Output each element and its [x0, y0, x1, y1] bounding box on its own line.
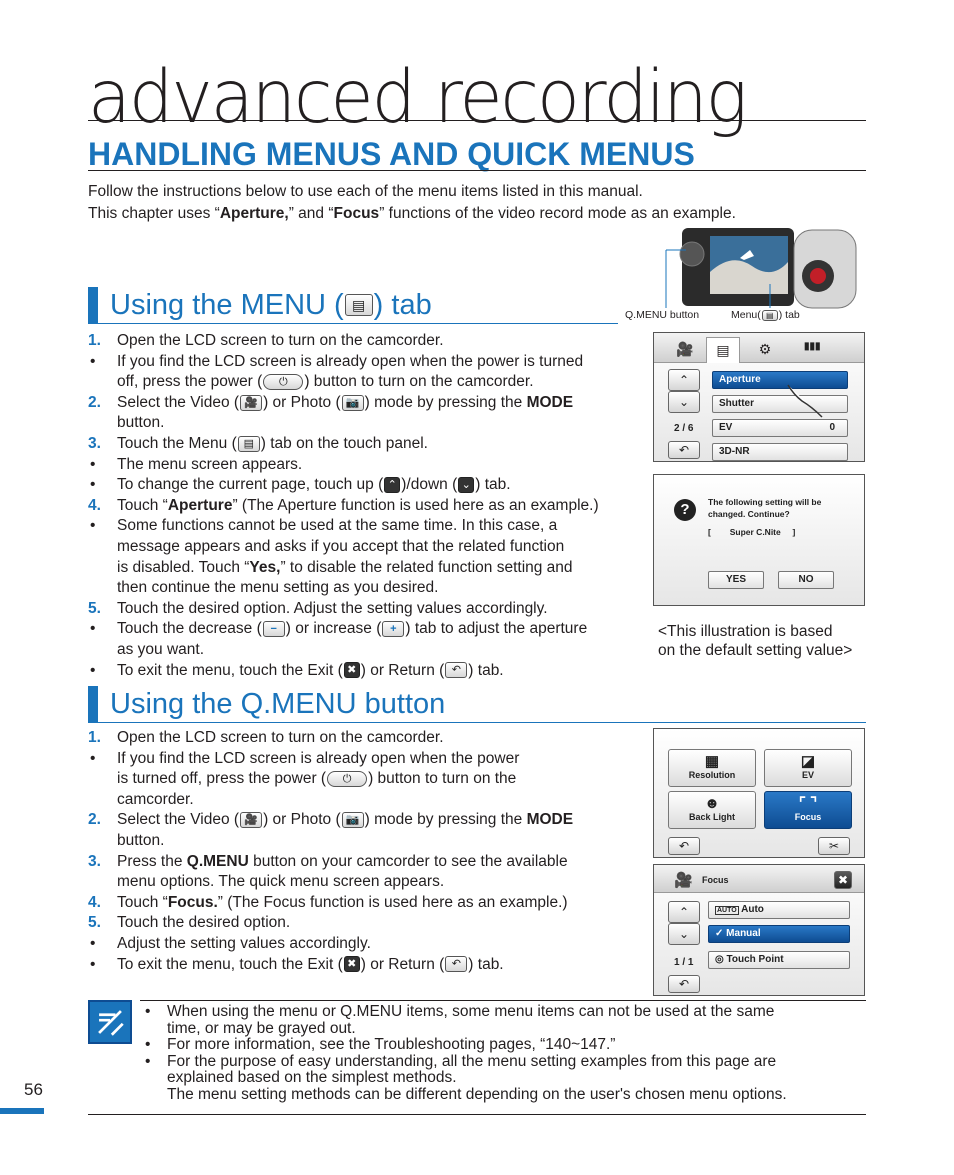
lcd-menu-screen: [653, 332, 865, 462]
video-mode-icon: 🎥: [240, 812, 262, 828]
video-mode-icon: 🎥: [240, 395, 262, 411]
menu-heading: Using the MENU ( ▤ ) tab: [88, 287, 432, 323]
lcd-page-indicator: 1 / 1: [674, 957, 694, 968]
qmenu-heading: Using the Q.MENU button: [88, 686, 445, 722]
exit-icon: ✖: [344, 956, 360, 972]
lcd-row-aperture: Aperture: [712, 371, 848, 389]
page-bar: [0, 1108, 44, 1114]
qmenu-button-label: Q.MENU button: [625, 309, 700, 321]
menu-tab-label: Menu( ▤ ) tab: [731, 309, 800, 321]
lcd-tools-button: ✂: [818, 837, 850, 855]
lcd-up-button: ⌃: [668, 901, 700, 923]
notes: • When using the menu or Q.MENU items, some menu items can not be used at the same time, or may be grayed out. • For more information, see the Troubleshooting pages, “140~147.” • For the purpose of easy understanding, all the menu setting examples from this page are explained based on the simplest methods. The menu setting methods can be different depending on the user's chosen menu options.: [145, 1004, 867, 1104]
menu-icon: ▤: [345, 294, 373, 316]
battery-icon: ▮▮▮: [804, 341, 821, 352]
lcd-row-ev: EV 0: [712, 419, 848, 437]
return-icon: ↶: [445, 956, 467, 972]
section-rule: [88, 170, 866, 171]
power-icon: ⏻: [263, 374, 303, 390]
qmenu-backlight: ☻ Back Light: [668, 791, 756, 829]
dialog-line-2: changed. Continue?: [708, 509, 790, 519]
focus-option-manual: ✓ Manual: [708, 925, 850, 943]
dialog-item: [ Super C.Nite ]: [708, 527, 796, 537]
intro-line-1: Follow the instructions below to use each of the menu items listed in this manual.: [88, 183, 643, 200]
lcd-focus-screen: [653, 864, 865, 996]
lcd-return-button: ↶: [668, 975, 700, 993]
qmenu-resolution: ▦ Resolution: [668, 749, 756, 787]
qmenu-focus: ⌜ ⌝ Focus: [764, 791, 852, 829]
down-icon: ⌄: [458, 477, 474, 493]
lcd-confirm-dialog: [653, 474, 865, 606]
exit-icon: ✖: [344, 662, 360, 678]
menu-icon: ▤: [762, 310, 778, 321]
qmenu-ev: ◪ EV: [764, 749, 852, 787]
chapter-rule: [88, 120, 866, 121]
qmenu-steps: 1. Open the LCD screen to turn on the camcorder. • If you find the LCD screen is already open when the power is turned off, press the power ( ⏻ ) button to turn on the camcorder. 2. Select the Video ( 🎥 ) or Photo ( 📷 ) mode by pressing the MODE button. 3. Press the Q.MENU button on your camcorder to see the available menu options. The quick menu screen appears. 4. Touch “Focus.” (The Focus function is used here as an example.) 5. Touch the desired option. • Adjust the setting values accordingly. • To exit the menu, touch the Exit ( ✖ ) or Return ( ↶ ) tab.: [88, 728, 628, 975]
chapter-title: advanced recording: [88, 53, 746, 141]
video-tab-icon: 🎥: [676, 341, 694, 357]
menu-heading-rule: [88, 323, 618, 324]
question-icon: ?: [674, 499, 696, 521]
page-number: 56: [24, 1080, 43, 1099]
up-icon: ⌃: [384, 477, 400, 493]
note-rule-top: [140, 1000, 866, 1001]
lcd-return-button: ↶: [668, 441, 700, 459]
lcd-down-button: ⌄: [668, 391, 700, 413]
menu-icon: ▤: [238, 436, 260, 452]
settings-tab-icon: ⚙: [758, 341, 772, 357]
lcd-exit-button: ✖: [834, 871, 852, 889]
note-icon: [88, 1000, 132, 1044]
illustration-note: <This illustration is based on the default setting value>: [658, 623, 853, 659]
lcd-row-3dnr: 3D-NR: [712, 443, 848, 461]
lcd-row-shutter: Shutter: [712, 395, 848, 413]
video-tab-icon: 🎥: [674, 872, 693, 889]
menu-tab-icon: ▤: [706, 337, 740, 363]
lcd-up-button: ⌃: [668, 369, 700, 391]
focus-option-auto: AUTO Auto: [708, 901, 850, 919]
note-rule-bottom: [88, 1114, 866, 1115]
photo-mode-icon: 📷: [342, 395, 364, 411]
focus-option-touch-point: ◎ Touch Point: [708, 951, 850, 969]
focus-title: Focus: [702, 875, 729, 885]
intro-text: [88, 181, 736, 225]
lcd-down-button: ⌄: [668, 923, 700, 945]
qmenu-heading-rule: [88, 722, 866, 723]
power-icon: ⏻: [327, 771, 367, 787]
photo-mode-icon: 📷: [342, 812, 364, 828]
lcd-page-indicator: 2 / 6: [674, 423, 694, 434]
dialog-no-button: NO: [778, 571, 834, 589]
dialog-yes-button: YES: [708, 571, 764, 589]
dialog-line-1: The following setting will be: [708, 497, 822, 507]
intro-line-2: This chapter uses “Aperture,” and “Focus” functions of the video record mode as an example.: [88, 205, 736, 222]
increase-icon: +: [382, 621, 404, 637]
decrease-icon: −: [263, 621, 285, 637]
camcorder-illustration: [622, 222, 862, 322]
touch-hand-icon: [782, 383, 832, 419]
return-icon: ↶: [445, 662, 467, 678]
menu-steps: 1. Open the LCD screen to turn on the camcorder. • If you find the LCD screen is already open when the power is turned off, press the power ( ⏻ ) button to turn on the camcorder. 2. Select the Video ( 🎥 ) or Photo ( 📷 ) mode by pressing the MODE button. 3. Touch the Menu ( ▤ ) tab on the touch panel. • The menu screen appears. • To change the current page, touch up ( ⌃ )/down ( ⌄ ) tab. 4. Touch “Aperture” (The Aperture function is used here as an example.) • Some functions cannot be used at the same time. In this case, a message appears and asks if you accept that the related function is disabled. Touch “Yes,” to disable the related function setting and then continue the menu setting as you desired. 5. Touch the desired option. Adjust the setting values accordingly. • Touch the decrease ( − ) or increase ( + ) tab to adjust the aperture as you want. • To exit the menu, touch the Exit ( ✖ ) or Return ( ↶ ) tab.: [88, 331, 628, 681]
lcd-return-button: ↶: [668, 837, 700, 855]
section-title: HANDLING MENUS AND QUICK MENUS: [88, 136, 695, 172]
lcd-quick-menu: [653, 728, 865, 858]
